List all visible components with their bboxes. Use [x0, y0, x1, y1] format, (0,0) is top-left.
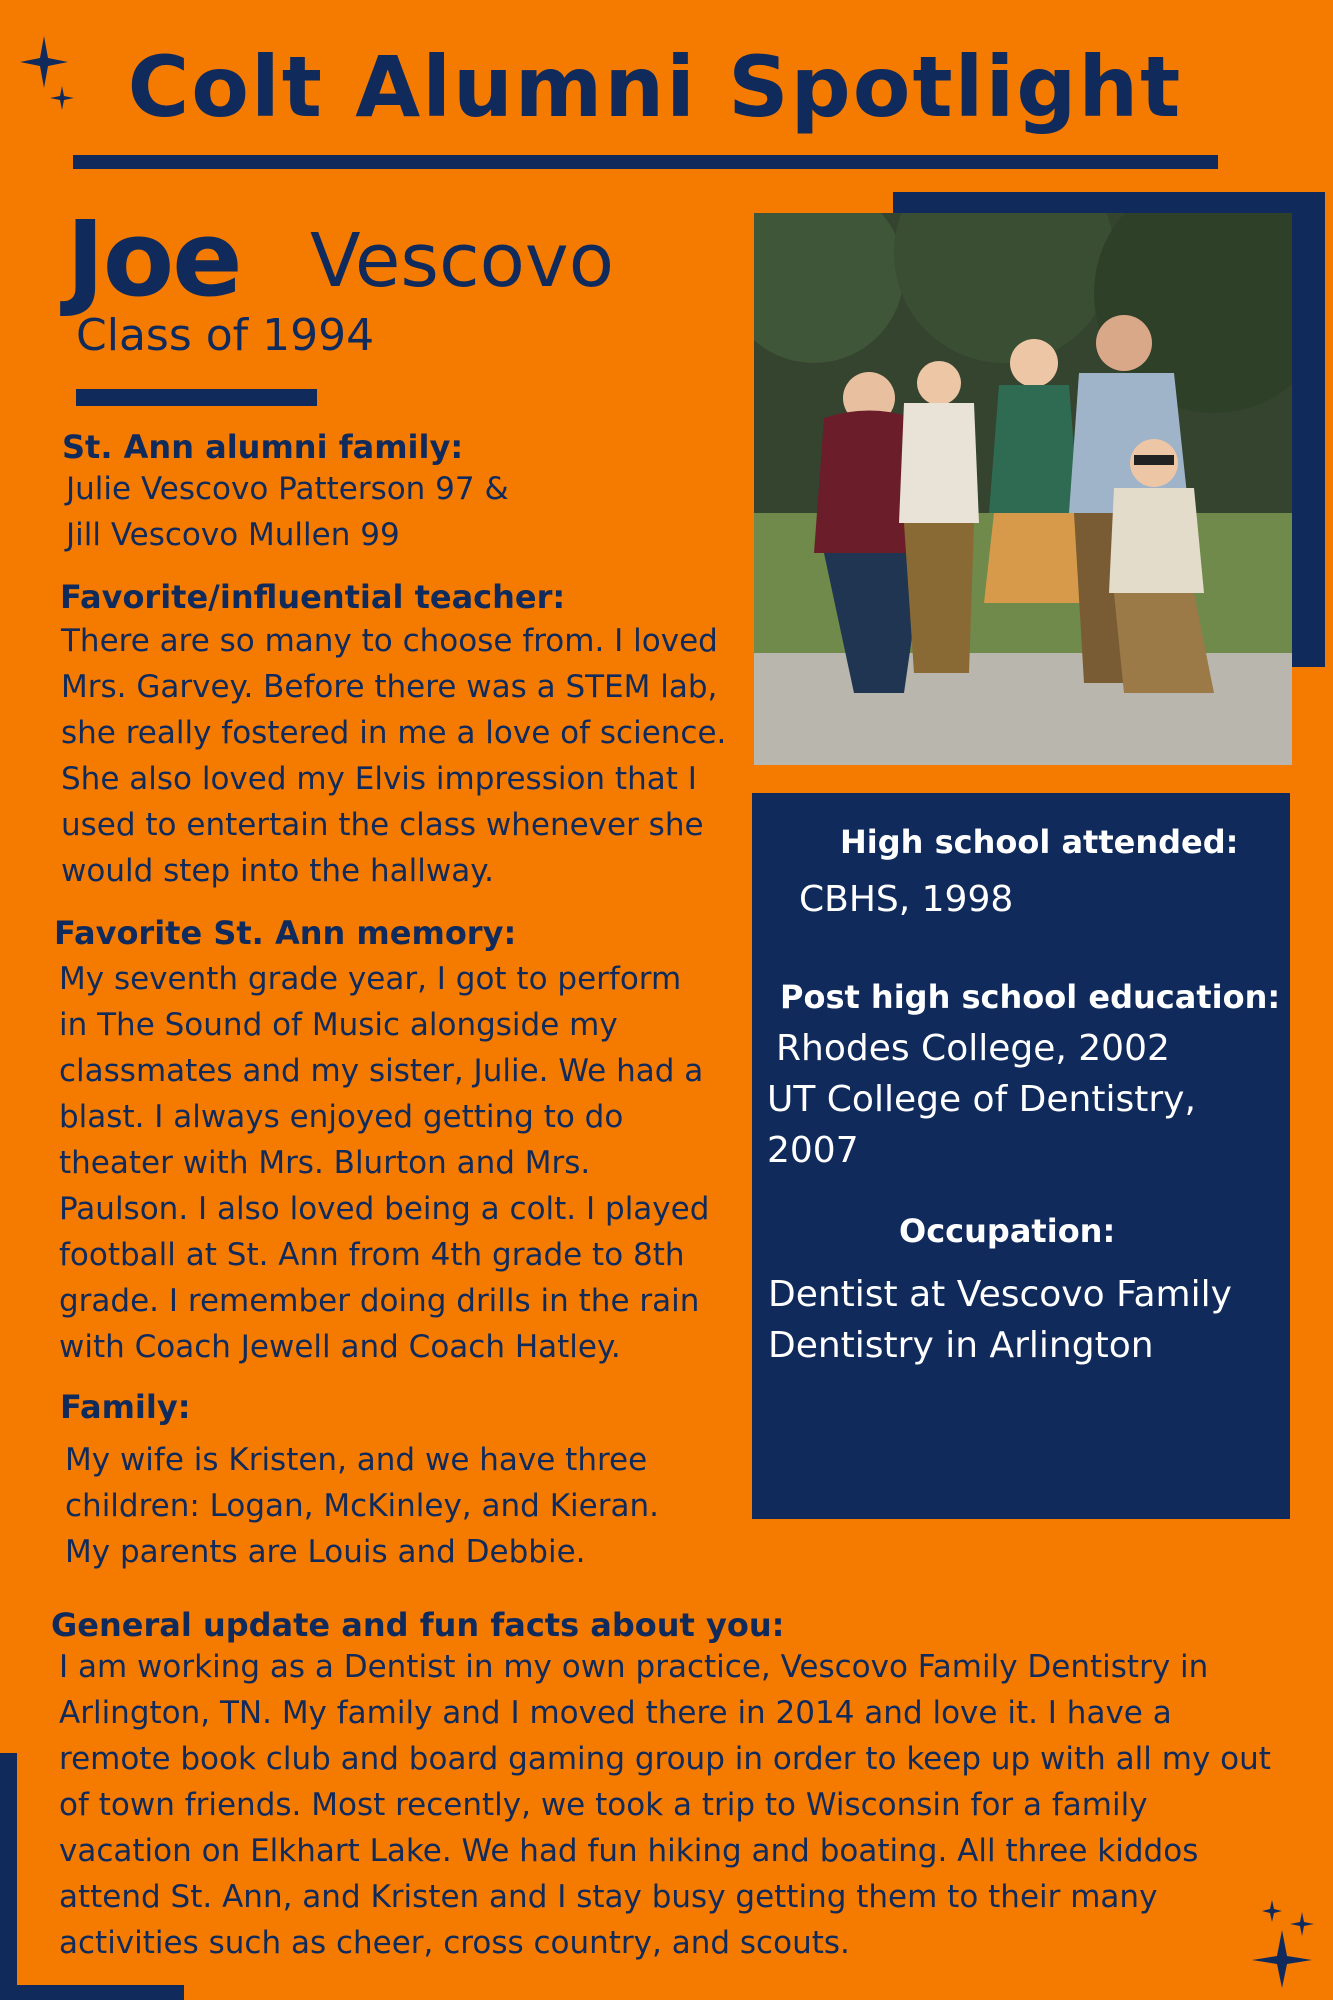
high-school-value: CBHS, 1998: [799, 879, 1014, 920]
memory-heading: Favorite St. Ann memory:: [54, 914, 517, 952]
alumni-family-body: Julie Vescovo Patterson 97 & Jill Vescovo Mullen 99: [66, 471, 509, 553]
family-photo: [754, 213, 1292, 765]
title-underline: [73, 155, 1218, 169]
sparkle-icon-bottom: [1252, 1898, 1326, 1988]
photo-frame-bar: [893, 192, 1325, 214]
first-name: Joe: [66, 198, 241, 320]
last-name: Vescovo: [310, 218, 614, 304]
family-photo-illustration: [754, 213, 1292, 765]
occupation-heading: Occupation:: [899, 1212, 1116, 1250]
update-body: I am working as a Dentist in my own practice, Vescovo Family Dentistry in Arlington, TN. My family and I moved there in 2014 and love it. I have a remote book club and board gaming group in order to keep up with all my out of town friends. Most recently, we took a trip to Wisconsin for a family vacation on Elkhart Lake. We had fun hiking and boating. All three kiddos attend St. Ann, and Kristen and I stay busy getting them to their many activities such as cheer, cross country, and scouts.: [59, 1649, 1271, 1961]
class-year: Class of 1994: [76, 310, 375, 361]
occupation-value: Dentist at Vescovo Family Dentistry in Arlington: [768, 1274, 1232, 1366]
corner-bar-horizontal: [0, 1985, 184, 2000]
family-body: My wife is Kristen, and we have three children: Logan, McKinley, and Kieran. My parents are Louis and Debbie.: [65, 1442, 659, 1570]
photo-frame-bar-side: [1292, 192, 1325, 667]
teacher-body: There are so many to choose from. I loved Mrs. Garvey. Before there was a STEM lab, she really fostered in me a love of science. She also loved my Elvis impression that I used to entertain the class whenever she would step into the hallway.: [61, 623, 727, 889]
name-underline: [76, 389, 317, 406]
update-heading: General update and fun facts about you:: [51, 1606, 785, 1644]
family-heading: Family:: [60, 1388, 191, 1426]
alumni-family-heading: St. Ann alumni family:: [62, 428, 464, 466]
page-title: Colt Alumni Spotlight: [127, 38, 1183, 136]
post-hs-heading: Post high school education:: [780, 978, 1281, 1016]
memory-body: My seventh grade year, I got to perform in The Sound of Music alongside my classmates and my sister, Julie. We had a blast. I always enjoyed getting to do theater with Mrs. Blurton and Mrs. Paulson. I also loved being a colt. I played football at St. Ann from 4th grade to 8th grade. I remember doing drills in the rain with Coach Jewell and Coach Hatley.: [59, 961, 710, 1365]
post-hs-value-1: Rhodes College, 2002: [776, 1028, 1170, 1069]
teacher-heading: Favorite/influential teacher:: [60, 578, 566, 616]
post-hs-value-2: UT College of Dentistry, 2007: [767, 1079, 1196, 1171]
info-panel: [752, 793, 1290, 1519]
corner-bar-vertical: [0, 1753, 17, 2000]
high-school-heading: High school attended:: [840, 823, 1239, 861]
